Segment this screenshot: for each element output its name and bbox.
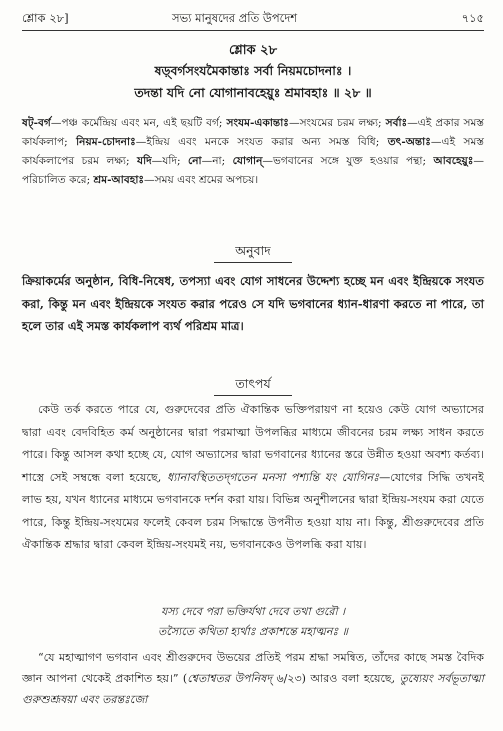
synonym-word: নো [187,155,202,167]
synonym-word: যোগান্‌ [232,155,263,167]
book-page [22,0,484,731]
word-for-word-synonyms [22,114,484,190]
closing-quote: তুষ্যেয়ং সর্বভূতাত্মা গুরুশুশ্রূষয়া এবং তরন্তঃজো [22,672,484,706]
chapter-title: সভ্য মানুষদের প্রতি উপদেশ [172,11,298,25]
scripture-citation: শ্বেতাশ্বতর উপনিষদ্ [187,672,273,685]
verse-line-1: ষড়্‌বর্গসংযমৈকান্তাঃ সর্বা নিয়মচোদনাঃ । [154,63,352,78]
translation-text: ক্রিয়াকর্মের অনুষ্ঠান, বিধি-নিষেধ, তপস্যা এবং যোগ সাধনের উদ্দেশ্য হচ্ছে মন এবং ইন্দ্রিয়কে সংযত করা, কিন্তু মন এবং ইন্দ্রিয়কে সংযত করার পরেও সে যদি ভগবানের ধ্যান-ধারণা করতে না পারে, তা হলে তার এই সমস্ত কার্যকলাপ ব্যর্থ পরিশ্রম মাত্র। [22,274,484,333]
page-number: ৭১৫ [461,11,484,25]
synonym-word: আবহেয়ুঃ [433,155,474,167]
verse-title: শ্লোক ২৮ [228,43,278,58]
purport-heading: তাৎপর্য [235,376,271,391]
synonym-word: সংযম-একান্তাঃ [226,117,289,129]
synonym-meaning: —এই সমস্ত কার্যকলাপের চরম লক্ষ্য; [22,136,485,167]
synonym-word: তৎ-অন্তাঃ [387,136,431,148]
purport-text: কেউ তর্ক করতে পারে যে, গুরুদেবের প্রতি ঐকান্তিক ভক্তিপরায়ণ না হয়েও কেউ যোগ অভ্যাসের দ্বারা এবং বেদবিহিত কর্ম অনুষ্ঠানের দ্বারা পরমাত্মা উপলব্ধির মাধ্যমে জীবনের চরম লক্ষ্য সাধন করতে পারে। কিন্তু আসল কথা হচ্ছে যে, যোগ অভ্যাসের দ্বারা ভগবানের ধ্যানের স্তরে উন্নীত হওয়া অবশ্য কর্তব্য। শাস্ত্রে সেই সম্বন্ধে বলা হয়েছে, [22,403,484,484]
synonym-meaning: —ইন্দ্রিয় এবং মনকে সংযত করার অন্য সমস্ত বিধি; [135,136,388,148]
synonym-meaning: —সংযমের চরম লক্ষ্য; [288,117,386,129]
synonym-meaning: —সময় এবং শ্রমের অপচয়। [144,174,259,186]
synonym-word: যদি [136,155,152,167]
synonym-word: ষট্‌-বর্গ [22,117,51,129]
purport-text: —যোগের সিদ্ধি তখনই লাভ হয়, যখন ধ্যানের মাধ্যমে ভগবানকে দর্শন করা যায়। বিভিন্ন অনুশীলনের দ্বারা ইন্দ্রিয়-সংযম করা যেতে পারে, কিন্তু ইন্দ্রিয়-সংযমের ফলেই কেবল চরম সিদ্ধান্তে উপনীত হওয়া যায় না। কিন্তু, শ্রীগুরুদেবের প্রতি ঐকান্তিক শ্রদ্ধার দ্বারা কেবল ইন্দ্রিয়-সংযমই নয়, ভগবানকেও উপলব্ধি করা যায়। [22,470,484,551]
synonym-meaning: —যদি; [151,155,188,167]
synonym-meaning: —এই প্রকার সমস্ত কার্যকলাপ; [22,117,484,148]
synonym-meaning: —পঞ্চ কর্মেন্দ্রিয় এবং মন, এই ছয়টি বর্গ; [50,117,227,129]
purport-quote: ধ্যানাবস্থিততদ্‌গতেন মনসা পশ্যন্তি যং যোগিনঃ [166,470,380,484]
verse-line-2: তদন্তা যদি নো যোগানাবহেয়ুঃ শ্রমাবহাঃ ॥ ২৮ ॥ [134,85,372,100]
synonym-meaning: —ভগবানের সঙ্গে যুক্ত হওয়ার পন্থা; [262,155,434,167]
translation-heading-underline [214,262,292,263]
synonym-word: সর্বাঃ [385,117,408,129]
closing-paragraph [22,647,484,710]
synonym-meaning: —পরিচালিত করে; [22,155,484,186]
sloka-line-1: যস্য দেবে পরা ভক্তির্যথা দেবে তথা গুরৌ । [160,605,346,618]
page-header [22,10,484,32]
purport-heading-underline [214,395,292,396]
synonym-meaning: —না; [201,155,233,167]
verse-reference: শ্লোক ২৮] [22,11,69,25]
synonym-word: শ্রম-আবহাঃ [93,174,145,186]
sloka-line-2: তস্যৈতে কথিতা হ্যর্থাঃ প্রকাশন্তে মহাত্মনঃ ॥ [158,625,348,638]
purport-paragraph [22,399,484,557]
closing-text: ৬/২৩) আরও বলা হয়েছে, [272,672,400,685]
header-divider [22,30,484,31]
translation-heading: অনুবাদ [235,243,271,258]
synonym-word: নিয়ম-চোদনাঃ [76,136,136,148]
closing-text: “যে মহাত্মাগণ ভগবান এবং শ্রীগুরুদেব উভয়ের প্রতিই পরম শ্রদ্ধা সমন্বিত, তাঁদের কাছে সমস্ত বৈদিক জ্ঞান আপনা থেকেই প্রকাশিত হয়।” ( [22,651,484,685]
